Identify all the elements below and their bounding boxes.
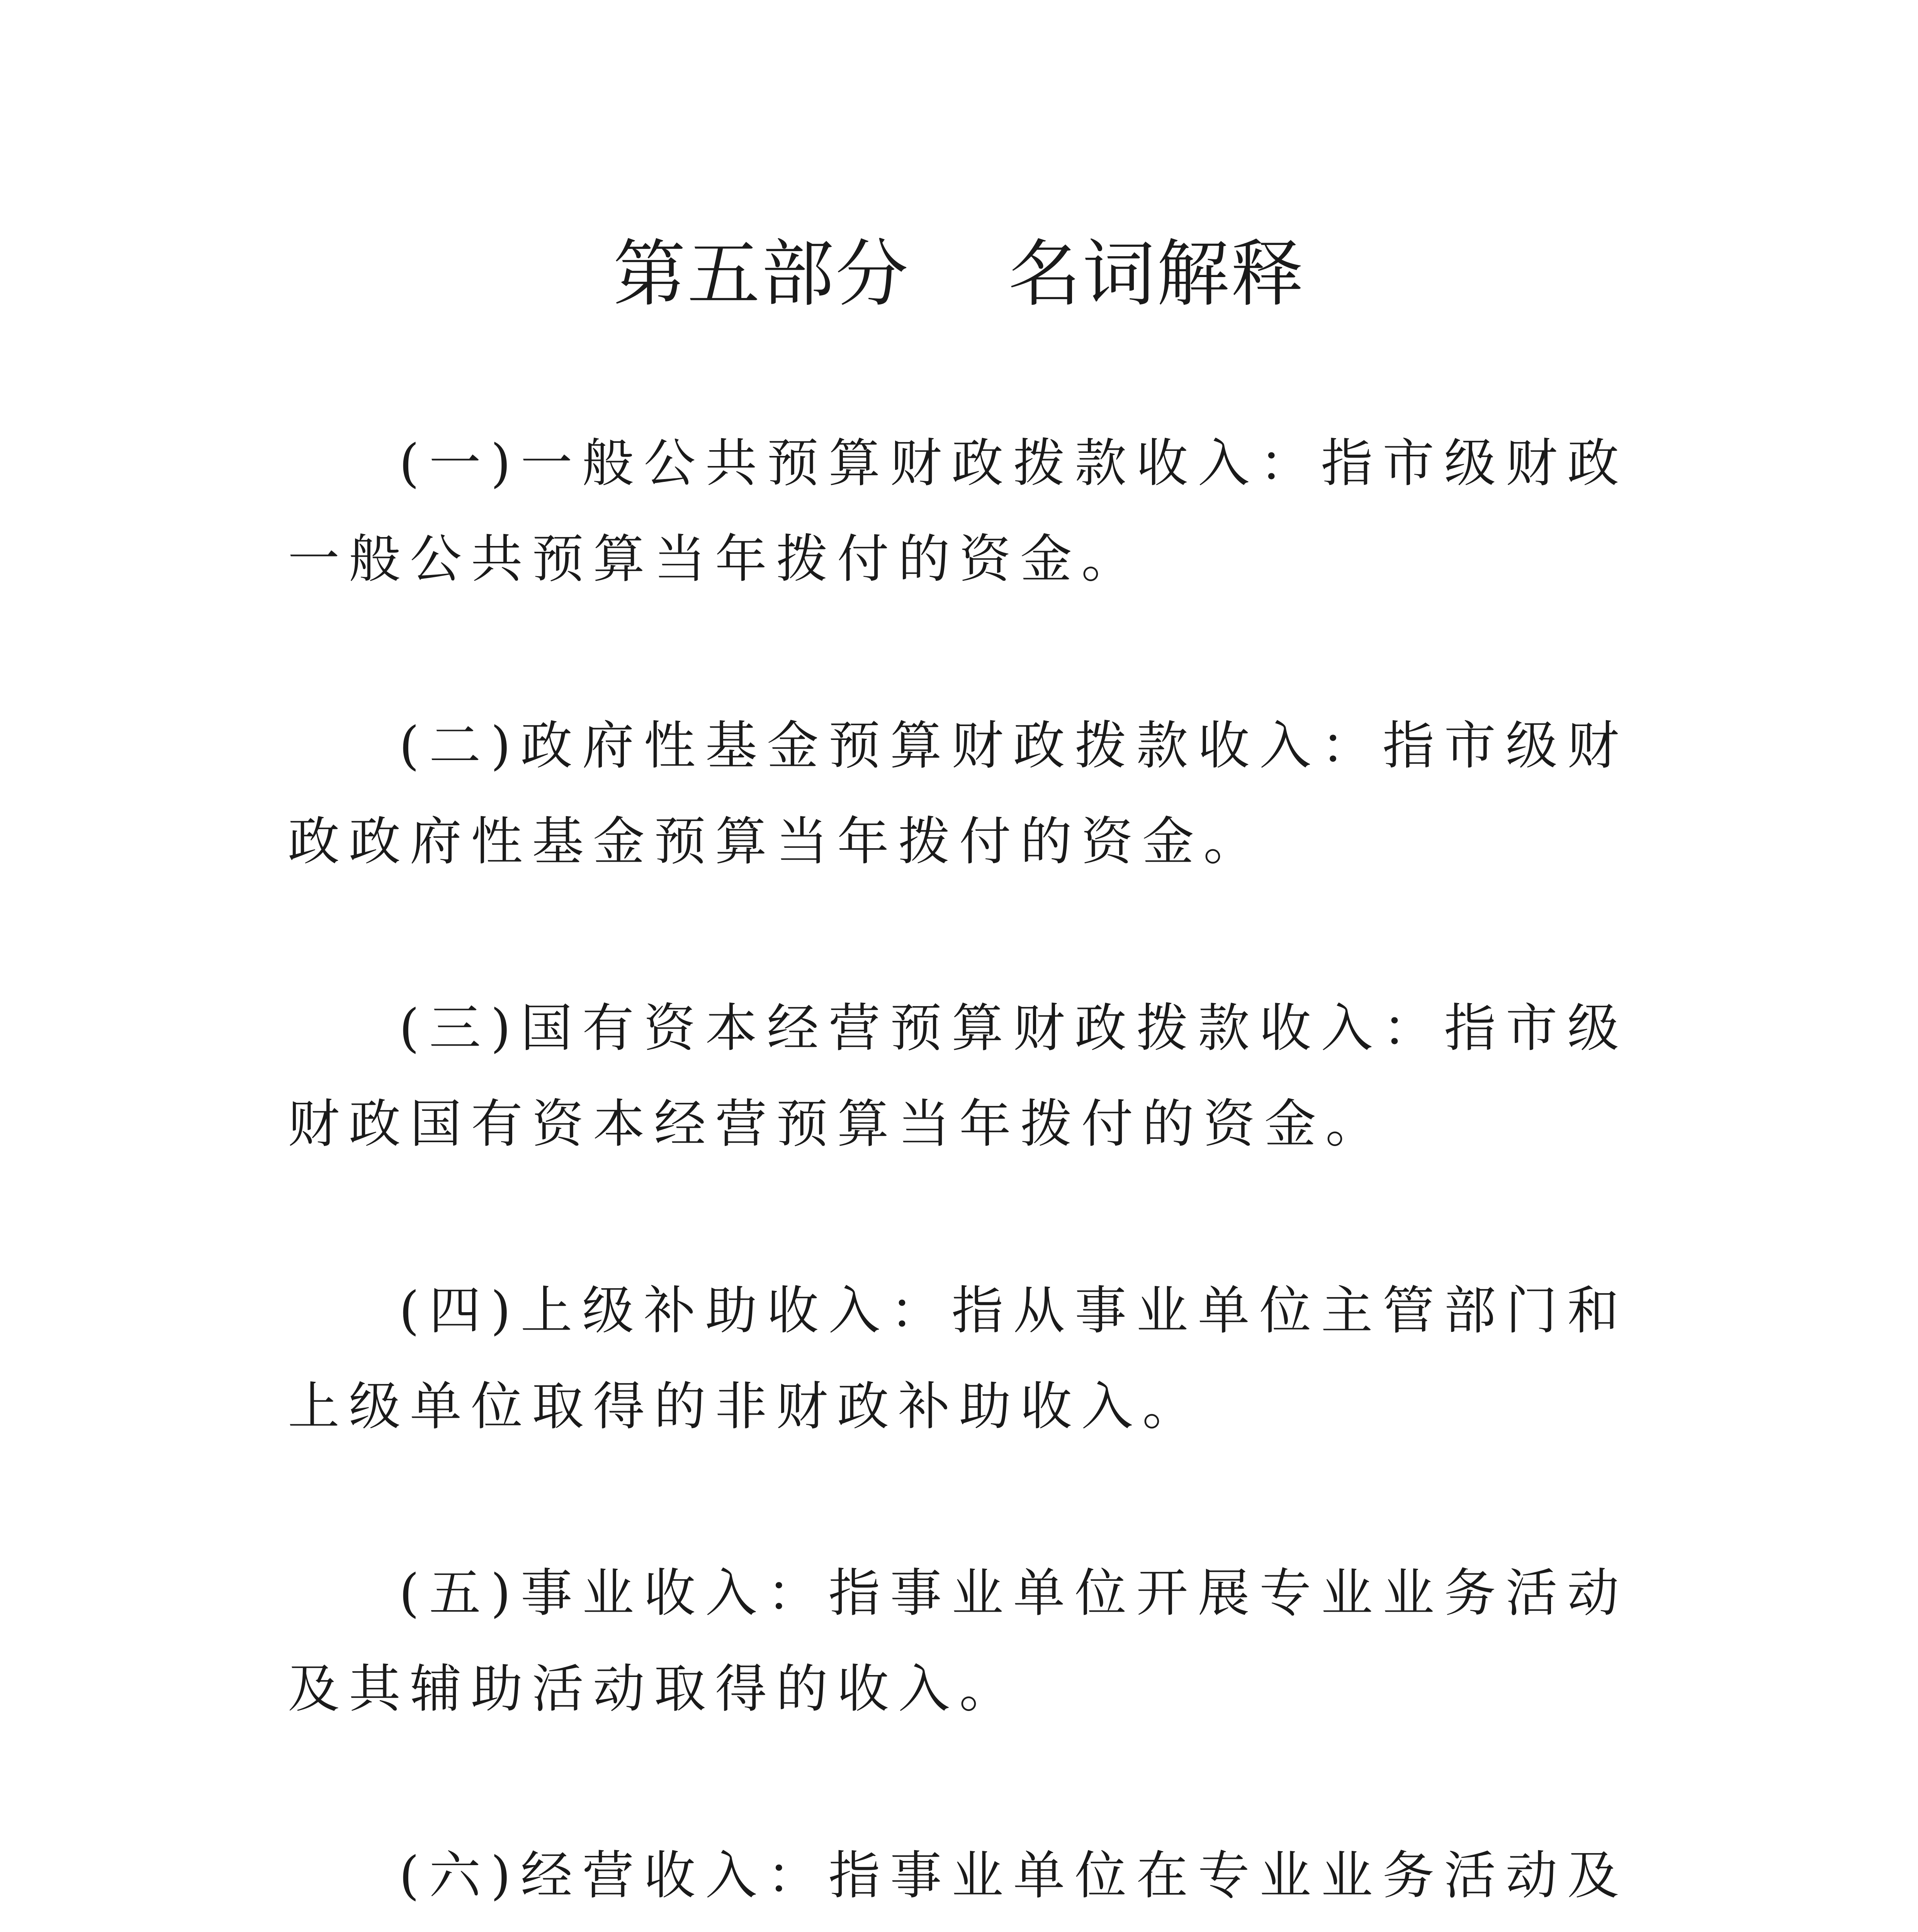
definition-paragraph: (五)事业收入：指事业单位开展专业业务活动及其辅助活动取得的收入。: [288, 1563, 1628, 1719]
definition-paragraph: (三)国有资本经营预算财政拨款收入：指市级财政国有资本经营预算当年拨付的资金。: [288, 998, 1628, 1154]
definition-paragraph: (四)上级补助收入：指从事业单位主管部门和上级单位取得的非财政补助收入。: [288, 1281, 1628, 1437]
definitions-list: [288, 415, 1628, 1932]
definition-paragraph: (一)一般公共预算财政拨款收入：指市级财政一般公共预算当年拨付的资金。: [288, 433, 1628, 589]
definition-paragraph: (二)政府性基金预算财政拨款收入：指市级财政政府性基金预算当年拨付的资金。: [288, 716, 1628, 872]
page-title: 第五部分 名词解释: [613, 232, 1305, 316]
definition-paragraph: (六)经营收入：指事业单位在专业业务活动及: [399, 1845, 1628, 1906]
